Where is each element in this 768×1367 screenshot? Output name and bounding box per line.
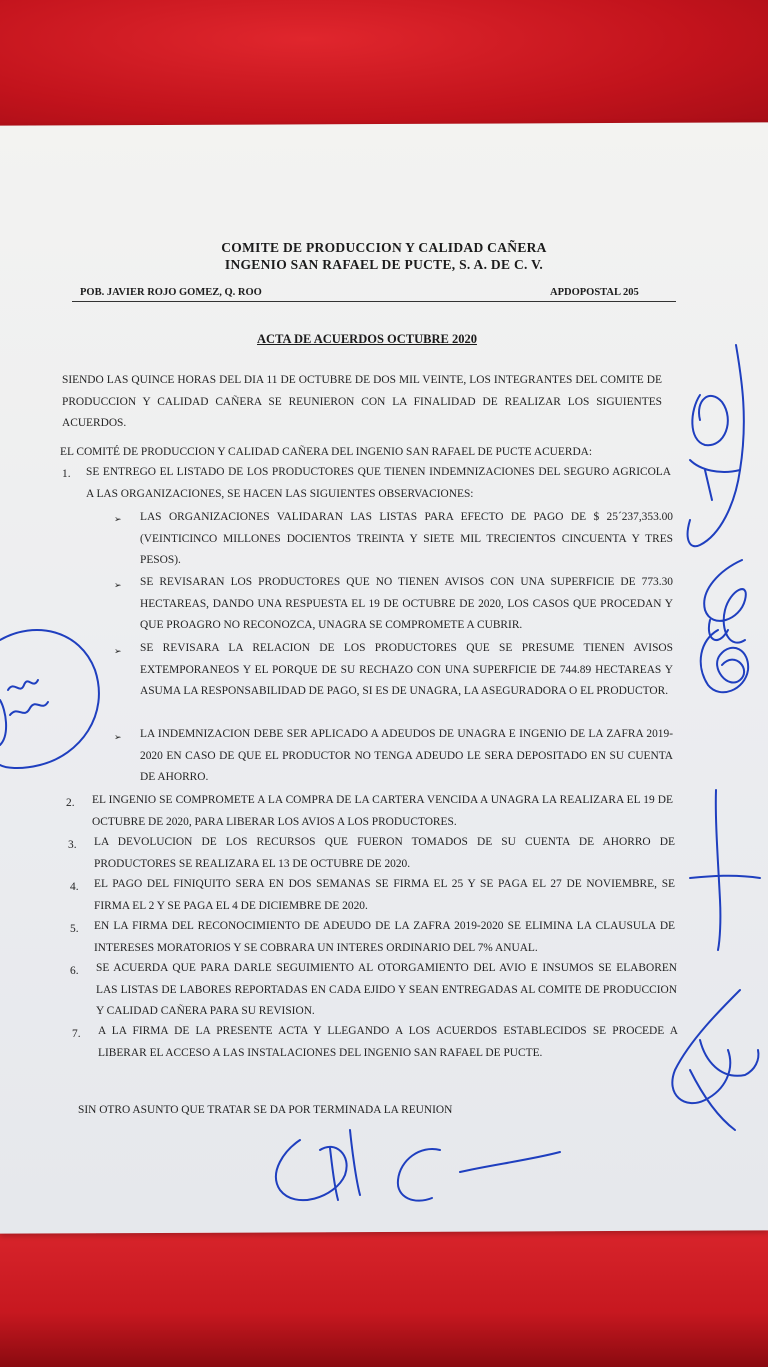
bullet-arrow-icon: ➢ bbox=[114, 646, 122, 656]
signature-mark bbox=[0, 700, 6, 745]
item-number: 1. bbox=[62, 468, 71, 480]
agreement-intro: EL COMITÉ DE PRODUCCION Y CALIDAD CAÑERA DEL INGENIO SAN RAFAEL DE PUCTE ACUERDA: bbox=[60, 446, 593, 458]
agreement-item-2: EL INGENIO SE COMPROMETE A LA COMPRA DE LA CARTERA VENCIDA A UNAGRA LA REALIZARA EL 19 DE OCTUBRE DE 2020, PARA LIBERAR LOS AVIOS A LOS PRODUCTORES. bbox=[92, 794, 673, 828]
item-number: 2. bbox=[66, 797, 75, 809]
signature-mark bbox=[8, 680, 38, 690]
signature-mark bbox=[692, 395, 728, 445]
signature-mark bbox=[0, 630, 99, 768]
agreement-item-3: LA DEVOLUCION DE LOS RECURSOS QUE FUERON TOMADOS DE SU CUENTA DE AHORRO DE PRODUCTORES SE REALIZARA EL 13 DE OCTUBRE DE 2020. bbox=[94, 836, 675, 870]
bullet-item-2: SE REVISARAN LOS PRODUCTORES QUE NO TIENEN AVISOS CON UNA SUPERFICIE DE 773.30 HECTAREAS, DANDO UNA RESPUESTA EL 19 DE OCTUBRE DE 2020, LOS CASOS QUE PROCEDAN Y QUE PROAGRO NO RECONOZCA, UNAGRA SE COMPROMETE A CUBRIR. bbox=[140, 576, 673, 631]
agreement-item-6: SE ACUERDA QUE PARA DARLE SEGUIMIENTO AL OTORGAMIENTO DEL AVIO E INSUMOS SE ELABOREN LAS LISTAS DE LABORES REPORTADAS EN CADA EJIDO Y SEAN ENTREGADAS AL COMITE DE PRODUCCION Y CALIDAD CAÑERA PARA SU REVISION. bbox=[96, 962, 677, 1017]
bullet-item-1: LAS ORGANIZACIONES VALIDARAN LAS LISTAS PARA EFECTO DE PAGO DE $ 25´237,353.00 (VEINTICINCO MILLONES DOCIENTOS TREINTA Y SIETE MIL TRECIENTOS CINCUENTA Y TRES PESOS). bbox=[140, 511, 673, 566]
signature-mark bbox=[701, 630, 748, 692]
address-po-box: APDOPOSTAL 205 bbox=[550, 287, 639, 298]
signature-mark bbox=[398, 1149, 440, 1201]
item-number: 7. bbox=[72, 1028, 81, 1040]
document-title: ACTA DE ACUERDOS OCTUBRE 2020 bbox=[257, 332, 477, 346]
agreement-item-4: EL PAGO DEL FINIQUITO SERA EN DOS SEMANAS SE FIRMA EL 25 Y SE PAGA EL 27 DE NOVIEMBRE, SE FIRMA EL 2 Y SE PAGA EL 4 DE DICIEMBRE DE 2020. bbox=[94, 878, 675, 912]
signature-mark bbox=[688, 345, 744, 546]
signature-mark bbox=[690, 460, 740, 500]
agreement-item-5: EN LA FIRMA DEL RECONOCIMIENTO DE ADEUDO DE LA ZAFRA 2019-2020 SE ELIMINA LA CLAUSULA DE INTERESES MORATORIOS Y SE COBRARA UN INTERES ORDINARIO DEL 7% ANUAL. bbox=[94, 920, 675, 954]
intro-paragraph: SIENDO LAS QUINCE HORAS DEL DIA 11 DE OCTUBRE DE DOS MIL VEINTE, LOS INTEGRANTES DEL COMITE DE PRODUCCION Y CALIDAD CAÑERA SE REUNIERON CON LA FINALIDAD DE REALIZAR LOS SIGUIENTES ACUERDOS. bbox=[62, 374, 662, 429]
header-committee-name: COMITE DE PRODUCCION Y CALIDAD CAÑERA bbox=[221, 240, 547, 255]
closing-statement: SIN OTRO ASUNTO QUE TRATAR SE DA POR TERMINADA LA REUNION bbox=[78, 1104, 453, 1116]
signature-mark bbox=[10, 702, 48, 715]
bullet-arrow-icon: ➢ bbox=[114, 732, 122, 742]
signature-mark bbox=[716, 790, 721, 950]
bullet-arrow-icon: ➢ bbox=[114, 580, 122, 590]
signature-mark bbox=[460, 1152, 560, 1172]
signature-mark bbox=[350, 1130, 360, 1195]
address-location: POB. JAVIER ROJO GOMEZ, Q. ROO bbox=[80, 287, 262, 298]
header-company-name: INGENIO SAN RAFAEL DE PUCTE, S. A. DE C. V. bbox=[224, 257, 544, 272]
bullet-arrow-icon: ➢ bbox=[114, 514, 122, 524]
bullet-item-3: SE REVISARA LA RELACION DE LOS PRODUCTORES QUE SE PRESUME TIENEN AVISOS EXTEMPORANEOS Y EL PORQUE DE SU RECHAZO CON UNA SUPERFICIE DE 744.89 HECTAREAS Y ASUMA LA RESPONSABILIDAD DE PAGO, SI ES DE UNAGRA, LA ASEGURADORA O EL PRODUCTOR. bbox=[140, 642, 673, 697]
signature-mark bbox=[690, 876, 760, 878]
item-number: 3. bbox=[68, 839, 77, 851]
signature-mark bbox=[330, 1148, 338, 1200]
agreement-item-7: A LA FIRMA DE LA PRESENTE ACTA Y LLEGANDO A LOS ACUERDOS ESTABLECIDOS SE PROCEDE A LIBERAR EL ACCESO A LAS INSTALACIONES DEL INGENIO SAN RAFAEL DE PUCTE. bbox=[98, 1025, 678, 1059]
signature-mark bbox=[704, 560, 746, 643]
signature-mark bbox=[690, 1070, 735, 1130]
signature-mark bbox=[672, 990, 740, 1103]
bullet-item-4: LA INDEMNIZACION DEBE SER APLICADO A ADEUDOS DE UNAGRA E INGENIO DE LA ZAFRA 2019-2020 EN CASO DE QUE EL PRODUCTOR NO TENGA ADEUDO LE SERA DEPOSITADO EN SU CUENTA DE AHORRO. bbox=[140, 728, 673, 783]
item-number: 6. bbox=[70, 965, 79, 977]
item-number: 4. bbox=[70, 881, 79, 893]
item-number: 5. bbox=[70, 923, 79, 935]
agreement-item-1: SE ENTREGO EL LISTADO DE LOS PRODUCTORES QUE TIENEN INDEMNIZACIONES DEL SEGURO AGRICOLA A LAS ORGANIZACIONES, SE HACEN LAS SIGUIENTES OBSERVACIONES: bbox=[86, 466, 671, 500]
